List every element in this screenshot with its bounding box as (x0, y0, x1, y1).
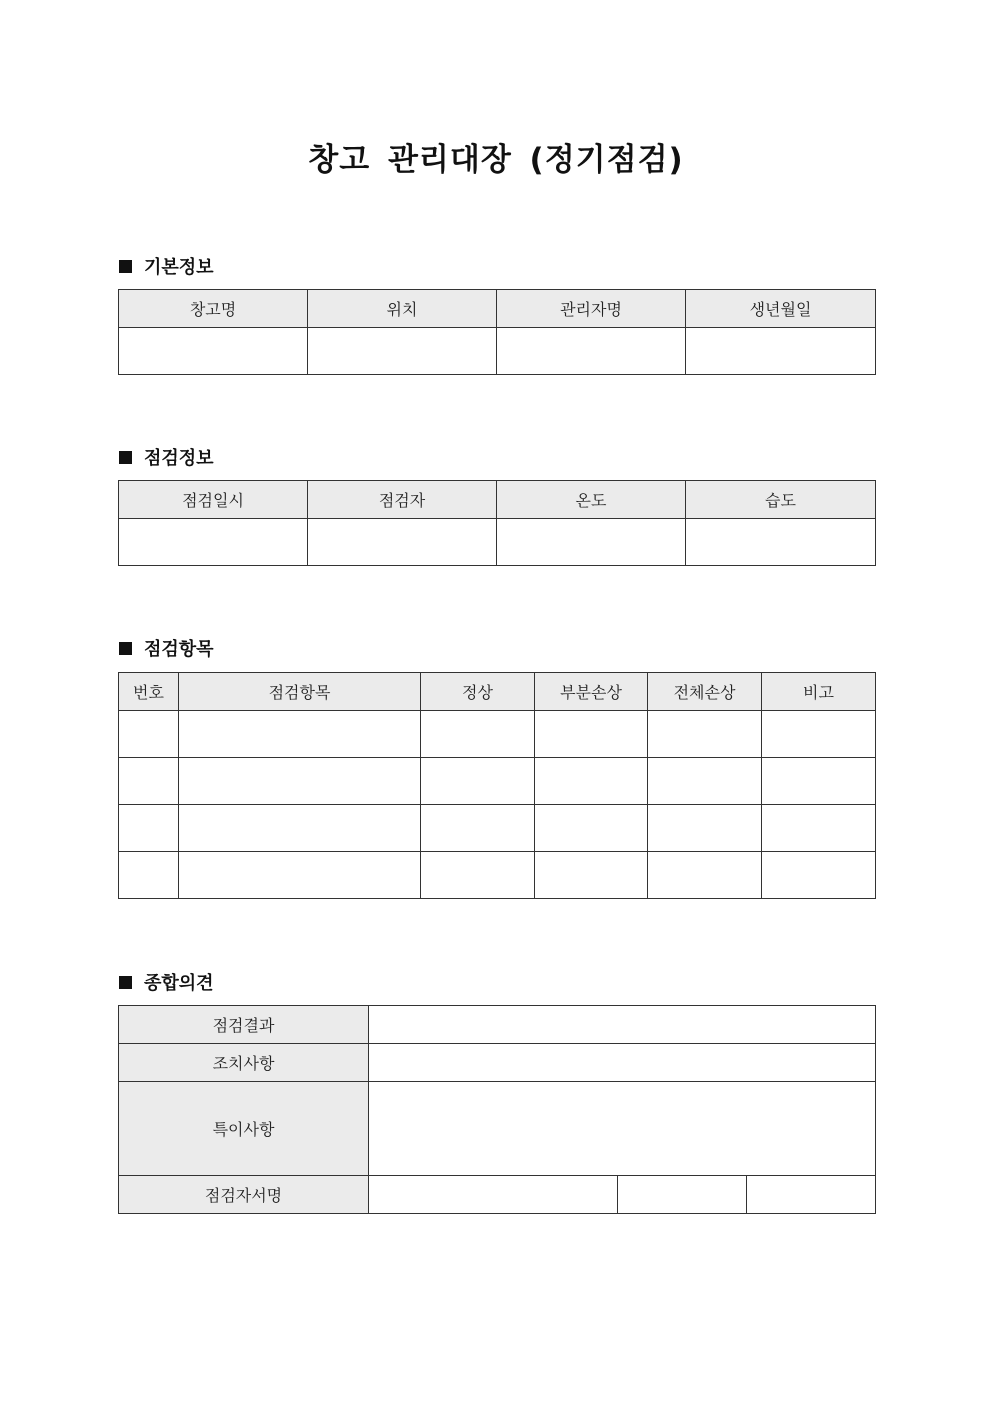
document-title: 창고 관리대장 (정기점검) (308, 142, 684, 178)
square-bullet-icon (119, 260, 132, 273)
item-partial-damage-field[interactable] (535, 711, 648, 758)
item-name-field[interactable] (179, 711, 421, 758)
table-row (119, 852, 876, 899)
inspection-datetime-field[interactable] (119, 519, 308, 566)
item-normal-field[interactable] (421, 711, 535, 758)
action-taken-field[interactable] (369, 1044, 876, 1082)
section-heading-inspection-info (119, 444, 214, 470)
header-warehouse-name: 창고명 (119, 290, 308, 328)
header-number: 번호 (119, 673, 179, 711)
signature-extra-field-1[interactable] (618, 1176, 747, 1214)
item-number-field[interactable] (119, 758, 179, 805)
inspector-field[interactable] (308, 519, 497, 566)
inspector-signature-field[interactable] (369, 1176, 618, 1214)
item-partial-damage-field[interactable] (535, 805, 648, 852)
manager-name-field[interactable] (497, 328, 686, 375)
item-name-field[interactable] (179, 852, 421, 899)
item-name-field[interactable] (179, 805, 421, 852)
location-field[interactable] (308, 328, 497, 375)
signature-extra-field-2[interactable] (747, 1176, 876, 1214)
table-row (119, 711, 876, 758)
header-inspection-item: 점검항목 (179, 673, 421, 711)
warehouse-name-field[interactable] (119, 328, 308, 375)
item-total-damage-field[interactable] (648, 711, 762, 758)
inspection-result-field[interactable] (369, 1006, 876, 1044)
table-row (119, 758, 876, 805)
header-location: 위치 (308, 290, 497, 328)
item-remarks-field[interactable] (762, 805, 876, 852)
item-total-damage-field[interactable] (648, 758, 762, 805)
square-bullet-icon (119, 451, 132, 464)
item-remarks-field[interactable] (762, 711, 876, 758)
header-inspector: 점검자 (308, 481, 497, 519)
inspection-items-table (118, 672, 876, 899)
label-inspection-result: 점검결과 (119, 1006, 369, 1044)
square-bullet-icon (119, 976, 132, 989)
header-partial-damage: 부분손상 (535, 673, 648, 711)
birthdate-field[interactable] (686, 328, 876, 375)
basic-info-table (118, 289, 876, 375)
section-heading-items (119, 635, 214, 661)
header-normal: 정상 (421, 673, 535, 711)
square-bullet-icon (119, 642, 132, 655)
item-number-field[interactable] (119, 805, 179, 852)
item-remarks-field[interactable] (762, 852, 876, 899)
special-notes-field[interactable] (369, 1082, 876, 1176)
section-heading-basic-label: 기본정보 (144, 257, 214, 278)
item-normal-field[interactable] (421, 758, 535, 805)
humidity-field[interactable] (686, 519, 876, 566)
header-total-damage: 전체손상 (648, 673, 762, 711)
temperature-field[interactable] (497, 519, 686, 566)
header-temperature: 온도 (497, 481, 686, 519)
section-heading-summary (119, 969, 214, 995)
section-heading-items-label: 점검항목 (144, 639, 214, 660)
header-birthdate: 생년월일 (686, 290, 876, 328)
item-name-field[interactable] (179, 758, 421, 805)
header-manager-name: 관리자명 (497, 290, 686, 328)
item-number-field[interactable] (119, 852, 179, 899)
section-heading-summary-label: 종합의견 (144, 973, 214, 994)
item-partial-damage-field[interactable] (535, 758, 648, 805)
summary-table (118, 1005, 876, 1214)
item-partial-damage-field[interactable] (535, 852, 648, 899)
item-number-field[interactable] (119, 711, 179, 758)
label-special-notes: 특이사항 (119, 1082, 369, 1176)
item-normal-field[interactable] (421, 852, 535, 899)
header-inspection-datetime: 점검일시 (119, 481, 308, 519)
section-heading-inspection-info-label: 점검정보 (144, 448, 214, 469)
inspection-info-table (118, 480, 876, 566)
item-total-damage-field[interactable] (648, 805, 762, 852)
item-remarks-field[interactable] (762, 758, 876, 805)
header-remarks: 비고 (762, 673, 876, 711)
header-humidity: 습도 (686, 481, 876, 519)
table-row (119, 805, 876, 852)
item-normal-field[interactable] (421, 805, 535, 852)
item-total-damage-field[interactable] (648, 852, 762, 899)
label-inspector-signature: 점검자서명 (119, 1176, 369, 1214)
section-heading-basic (119, 253, 214, 279)
label-action-taken: 조치사항 (119, 1044, 369, 1082)
